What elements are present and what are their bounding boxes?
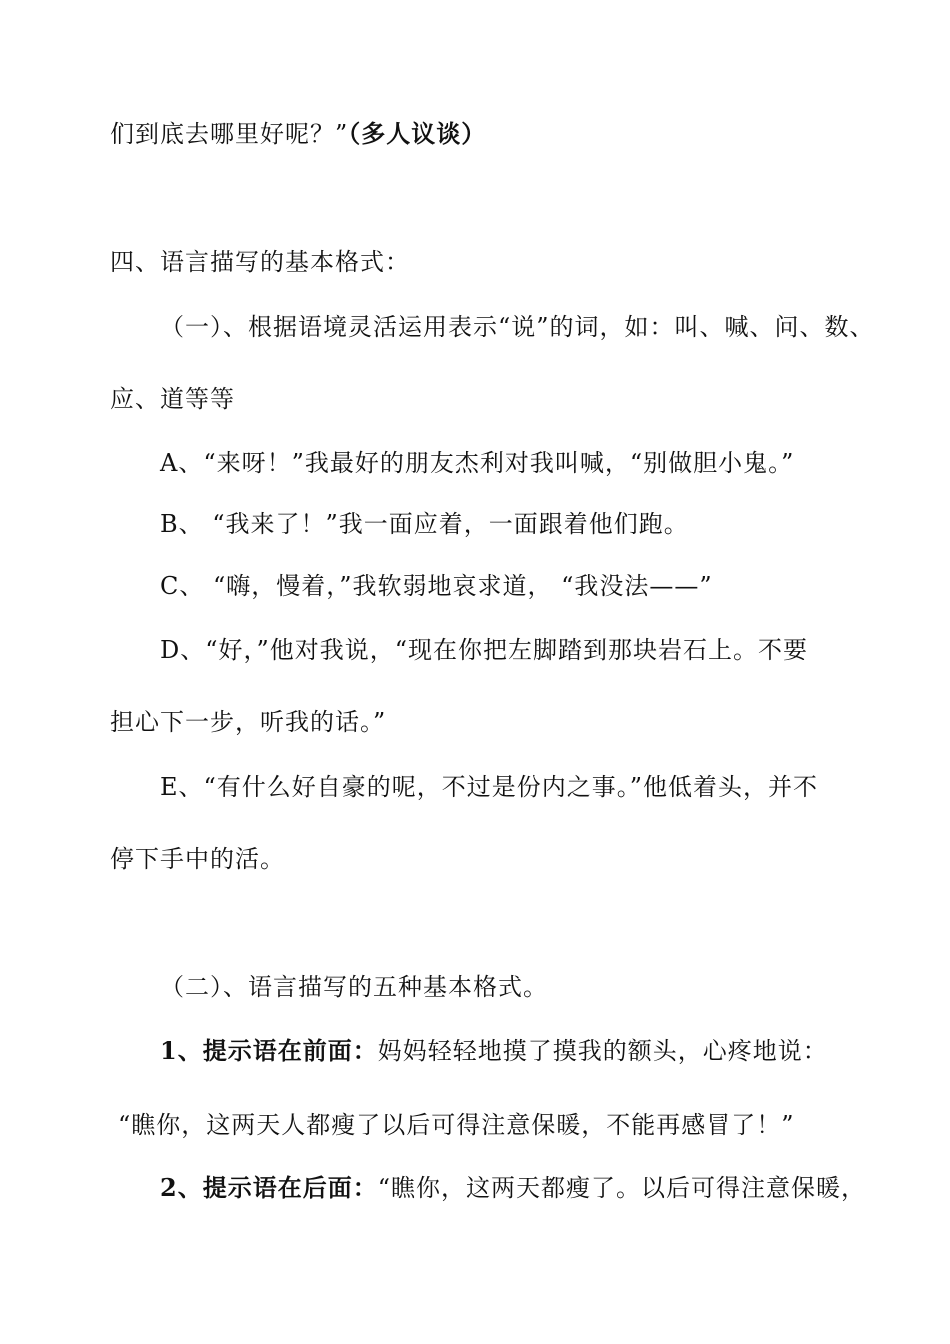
text-run: “瞧你，这两天都瘦了。以后可得注意保暖，	[377, 1174, 866, 1202]
text-run: 妈妈轻轻地摸了摸我的额头，心疼地说：	[377, 1037, 828, 1065]
paragraph-line: 停下手中的活。	[110, 845, 285, 873]
example-d: D、“好，”他对我说，“现在你把左脚踏到那块岩石上。不要	[160, 636, 809, 664]
format-item-2	[160, 1172, 866, 1204]
example-c: C、 “嗨，慢着，”我软弱地哀求道， “我没法——”	[160, 572, 713, 600]
example-b: B、 “我来了！”我一面应着，一面跟着他们跑。	[160, 510, 689, 538]
format-label: 2、提示语在后面：	[160, 1173, 378, 1202]
subsection-heading: （一）、根据语境灵活运用表示“说”的词，如：叫、喊、问、数、	[160, 313, 875, 341]
paragraph-line: 担心下一步，听我的话。”	[110, 708, 387, 736]
example-e: E、“有什么好自豪的呢，不过是份内之事。”他低着头，并不	[160, 773, 819, 801]
subsection-heading: （二）、语言描写的五种基本格式。	[160, 973, 548, 1001]
quote-line: “瞧你，这两天人都瘦了以后可得注意保暖，不能再感冒了！”	[118, 1111, 795, 1139]
paragraph-line: 应、道等等	[110, 385, 235, 413]
text-run: 们到底去哪里好呢？”	[110, 120, 349, 148]
section-heading: 四、语言描写的基本格式：	[110, 248, 410, 276]
example-a: A、“来呀！”我最好的朋友杰利对我叫喊，“别做胆小鬼。”	[160, 449, 795, 477]
format-label: 1、提示语在前面：	[160, 1036, 378, 1065]
stage-direction: （多人议谈）	[348, 119, 487, 148]
format-item-1	[160, 1035, 828, 1067]
paragraph-line	[110, 118, 486, 150]
